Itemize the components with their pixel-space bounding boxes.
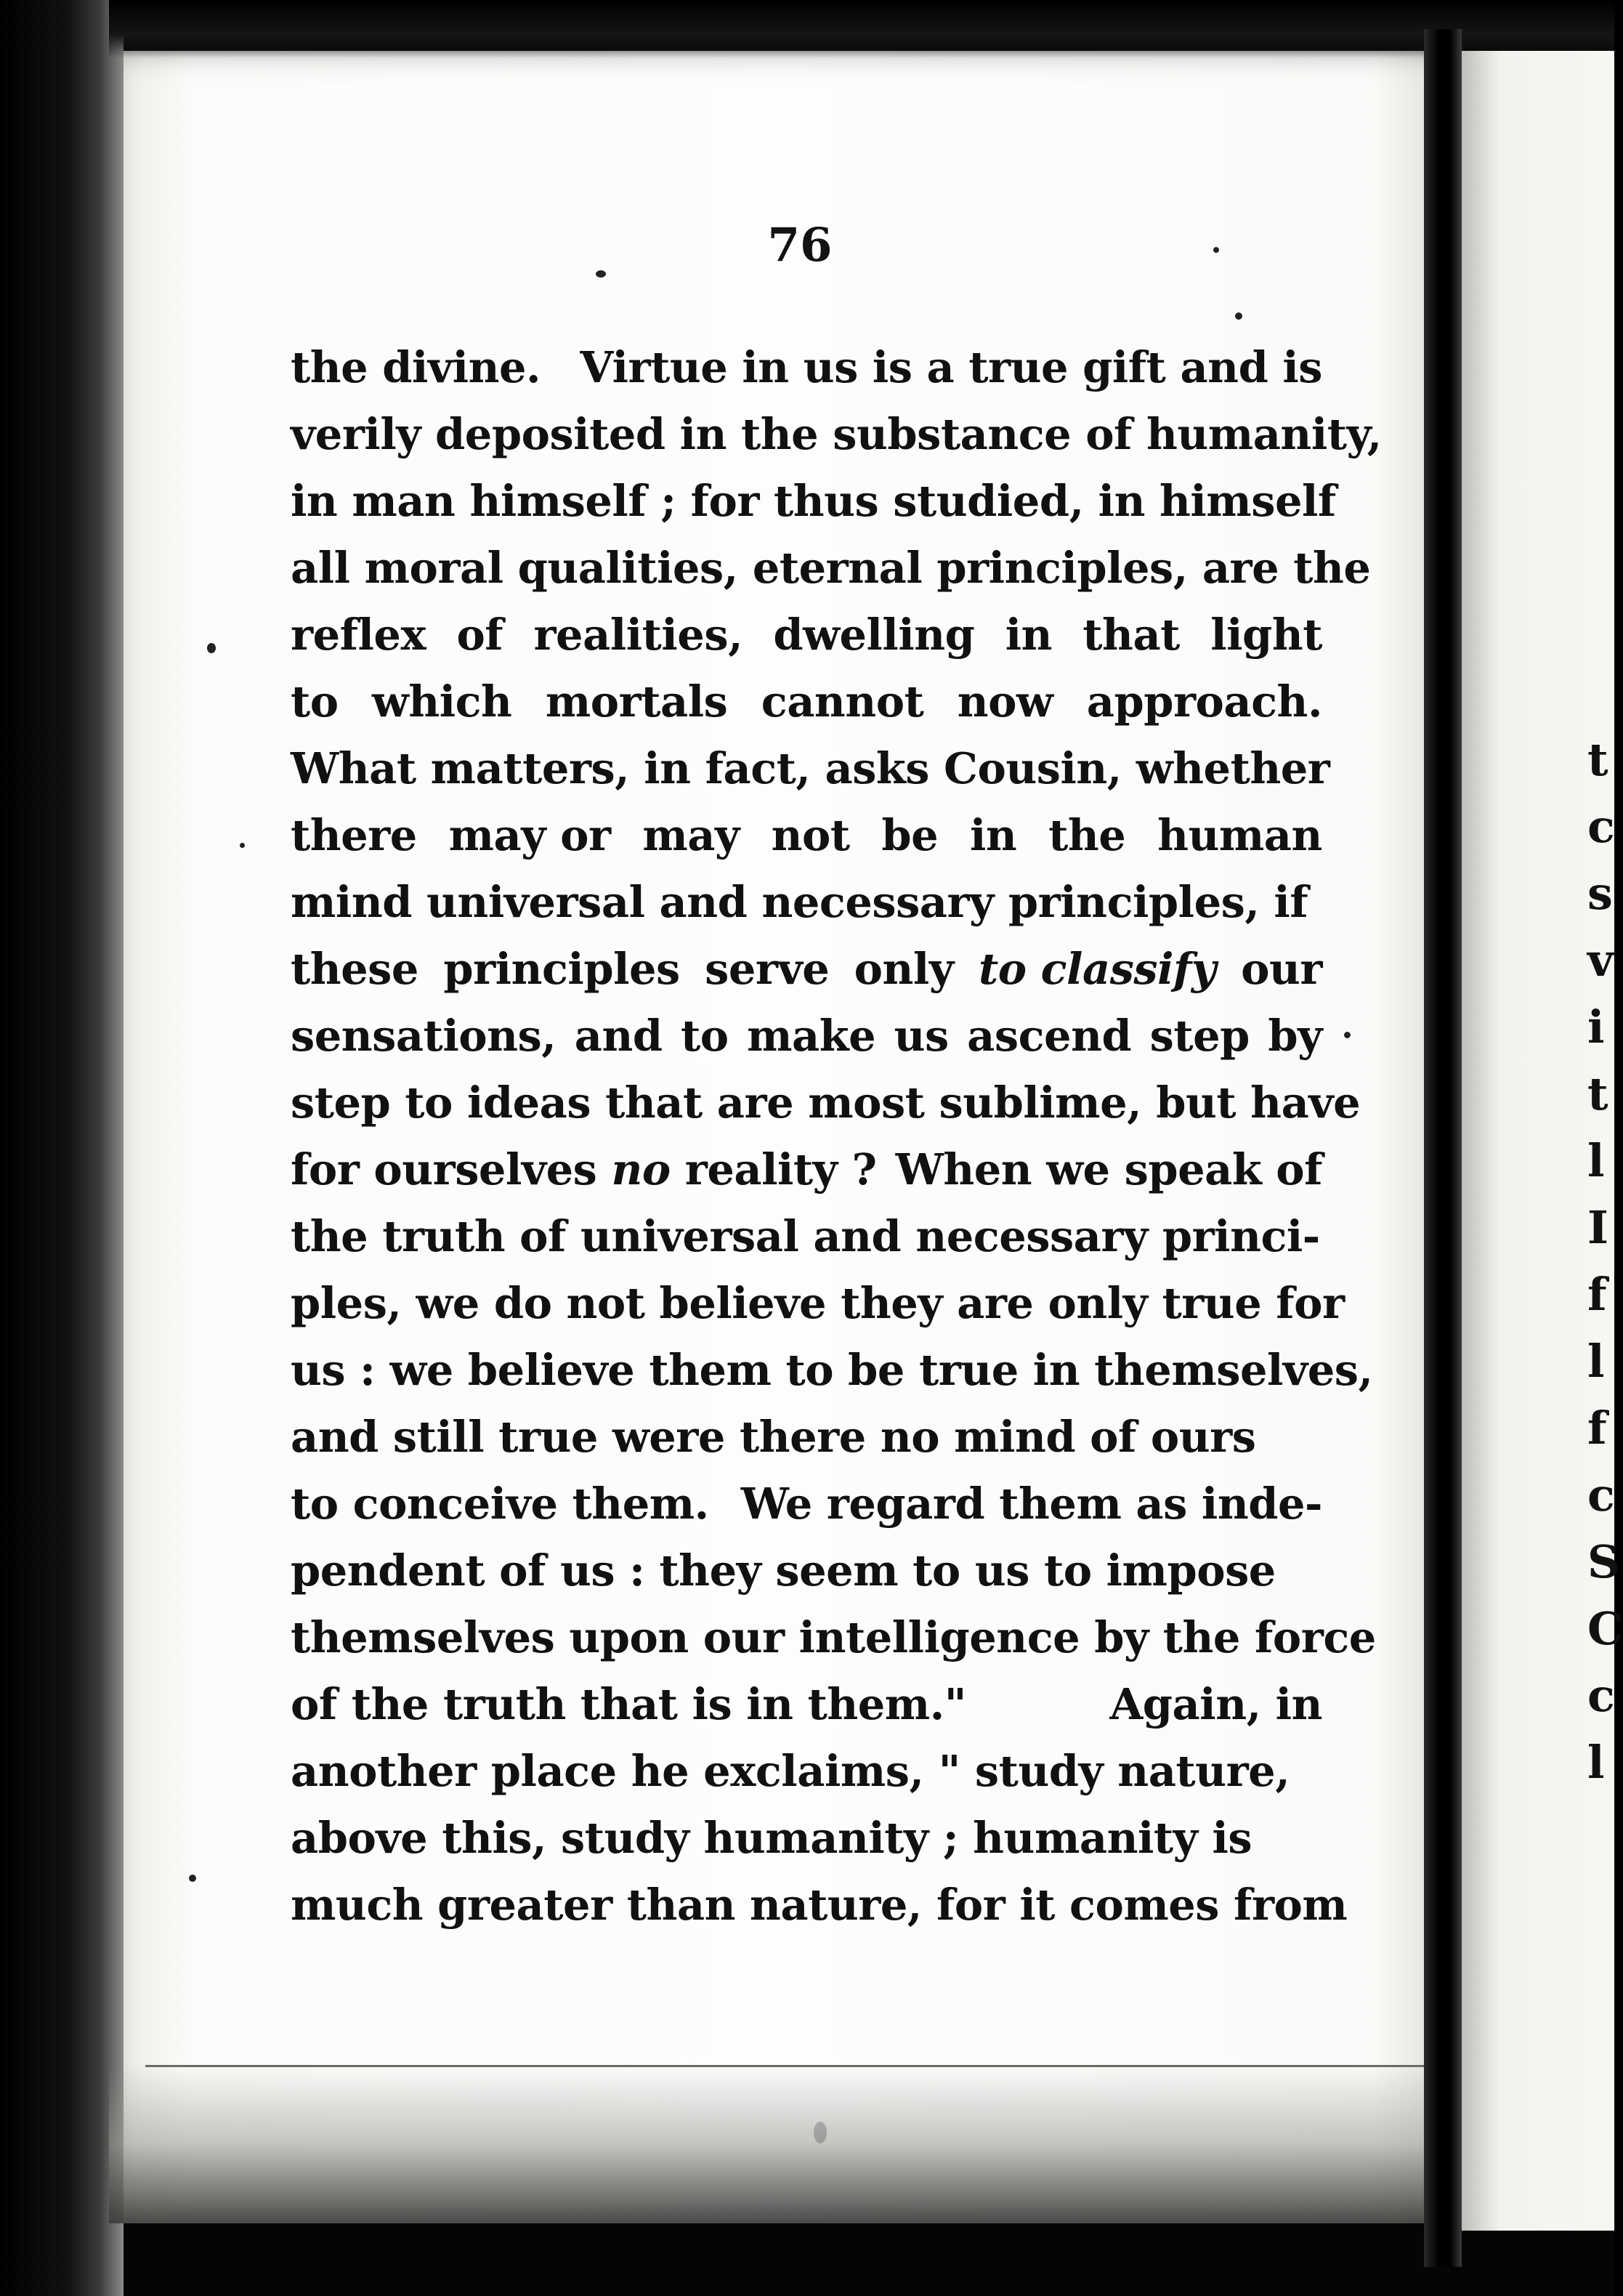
text-line	[291, 602, 1322, 668]
text-line	[291, 401, 1382, 468]
text-segment: for ourselves no reality ?	[291, 1144, 877, 1195]
text-segment: dwelling	[773, 610, 975, 660]
text-segment: themselves upon our intelligence by the force	[291, 1612, 1376, 1662]
text-segment: ascend	[967, 1011, 1132, 1061]
text-segment: there	[291, 810, 417, 860]
text-line	[291, 1404, 1322, 1471]
text-segment: the divine.	[291, 342, 541, 392]
text-segment: ples, we do not believe they are only true for	[291, 1278, 1345, 1328]
left-scan-shadow	[0, 0, 124, 2296]
page-number	[0, 218, 1614, 272]
text-segment: to classify	[978, 944, 1216, 994]
text-segment: When we speak of	[895, 1144, 1322, 1195]
facing-page-letter: f	[1587, 1402, 1607, 1455]
text-segment: now	[957, 676, 1053, 727]
text-segment: that	[1082, 610, 1180, 660]
facing-page-text-fragments	[1587, 727, 1623, 1789]
text-segment: and still true were there no mind of ours	[291, 1412, 1256, 1462]
facing-page-letter: i	[1587, 1001, 1605, 1054]
text-line	[291, 1203, 1322, 1270]
page-bottom-edge	[145, 2065, 1453, 2067]
text-segment: not	[771, 810, 850, 860]
text-line	[291, 535, 1371, 602]
facing-page-letter: t	[1587, 1067, 1608, 1120]
text-line	[291, 468, 1336, 535]
book-spine-shadow	[1424, 29, 1462, 2267]
text-segment: of	[456, 610, 503, 660]
text-line	[291, 1537, 1322, 1604]
text-segment: all moral qualities, eternal principles, are the	[291, 543, 1371, 593]
text-segment: to	[681, 1011, 729, 1061]
text-segment: much greater than nature, for it comes from	[291, 1880, 1348, 1930]
text-segment: step	[1149, 1011, 1250, 1061]
body-text	[291, 334, 1382, 1939]
facing-page-letter: f	[1587, 1268, 1607, 1321]
text-segment: these	[291, 944, 418, 994]
text-segment: serve	[705, 944, 830, 994]
scan-speck	[1344, 1032, 1351, 1038]
text-segment: mortals	[545, 676, 728, 727]
text-line	[291, 1805, 1322, 1872]
scan-speck	[189, 1875, 196, 1882]
scan-speck	[814, 2122, 827, 2143]
facing-page-letter: l	[1587, 1134, 1605, 1187]
text-segment: and	[574, 1011, 663, 1061]
text-line	[291, 735, 1330, 802]
text-segment: be	[881, 810, 939, 860]
text-segment: our	[1241, 944, 1322, 994]
text-segment: which	[372, 676, 512, 727]
text-segment: make	[747, 1011, 876, 1061]
text-segment: the truth of universal and necessary princi-	[291, 1211, 1320, 1261]
text-segment: pendent of us : they seem to us to impose	[291, 1545, 1276, 1596]
facing-page-letter: c	[1587, 1468, 1615, 1521]
text-segment: in	[969, 810, 1017, 860]
facing-page-letter: l	[1587, 1736, 1605, 1789]
text-line	[291, 1070, 1361, 1136]
text-segment: We regard them as inde-	[740, 1479, 1322, 1529]
facing-page-letter: t	[1587, 733, 1608, 786]
text-segment: realities,	[533, 610, 743, 660]
text-segment: step to ideas that are most sublime, but have	[291, 1078, 1361, 1128]
text-segment: Virtue in us is a true gift and is	[580, 342, 1322, 392]
facing-page-letter: C	[1587, 1602, 1623, 1655]
text-line	[291, 1671, 1322, 1738]
text-line	[291, 1136, 1322, 1203]
text-line	[291, 1003, 1322, 1070]
text-segment: the	[1048, 810, 1126, 860]
bottom-scan-shadow	[109, 2063, 1453, 2223]
facing-page-letter: v	[1587, 934, 1614, 987]
text-line	[291, 936, 1322, 1003]
text-line	[291, 1471, 1322, 1537]
facing-page-letter: s	[1587, 867, 1613, 920]
facing-page-letter: S	[1587, 1535, 1620, 1588]
top-scan-shadow	[109, 0, 1614, 58]
text-segment: us : we believe them to be true in themselves,	[291, 1345, 1373, 1395]
text-line	[291, 1604, 1376, 1671]
text-segment: us	[894, 1011, 949, 1061]
text-line	[291, 1337, 1373, 1404]
text-line	[291, 802, 1322, 869]
text-segment: in	[1005, 610, 1052, 660]
text-segment: verily deposited in the substance of humanity,	[291, 409, 1382, 459]
text-segment: above this, study humanity ; humanity is	[291, 1813, 1252, 1863]
text-segment: another place he exclaims, " study nature,	[291, 1746, 1290, 1796]
text-segment: only	[854, 944, 954, 994]
text-segment: What matters, in fact, asks Cousin, whether	[291, 743, 1330, 793]
text-line	[291, 334, 1322, 401]
text-segment: principles	[443, 944, 680, 994]
text-segment: in man himself ; for thus studied, in himself	[291, 476, 1336, 526]
facing-page-letter: c	[1587, 800, 1615, 853]
text-line	[291, 1872, 1348, 1939]
page-number-text: 76	[767, 218, 833, 272]
text-segment: Again, in	[1109, 1679, 1322, 1729]
facing-page-letter: l	[1587, 1335, 1605, 1388]
scan-speck	[1235, 312, 1242, 320]
facing-page-letter: I	[1587, 1201, 1609, 1254]
text-line	[291, 1738, 1322, 1805]
scan-speck	[596, 270, 606, 278]
text-segment: reflex	[291, 610, 426, 660]
facing-page-letter: c	[1587, 1669, 1615, 1722]
text-segment: to	[291, 676, 339, 727]
text-line	[291, 668, 1322, 735]
text-segment: cannot	[761, 676, 924, 727]
text-segment: light	[1210, 610, 1322, 660]
text-segment: by	[1268, 1011, 1322, 1061]
text-segment: may	[642, 810, 740, 860]
scan-speck	[1213, 247, 1219, 253]
text-segment: to conceive them.	[291, 1479, 709, 1529]
text-segment: of the truth that is in them."	[291, 1679, 967, 1729]
text-segment: approach.	[1086, 676, 1322, 727]
text-line	[291, 869, 1322, 936]
text-segment: mind universal and necessary principles, if	[291, 877, 1308, 927]
text-line	[291, 1270, 1345, 1337]
text-segment: sensations,	[291, 1011, 556, 1061]
scan-speck	[207, 643, 216, 653]
text-segment: human	[1157, 810, 1322, 860]
text-segment: may or	[448, 810, 611, 860]
scan-speck	[240, 843, 245, 848]
